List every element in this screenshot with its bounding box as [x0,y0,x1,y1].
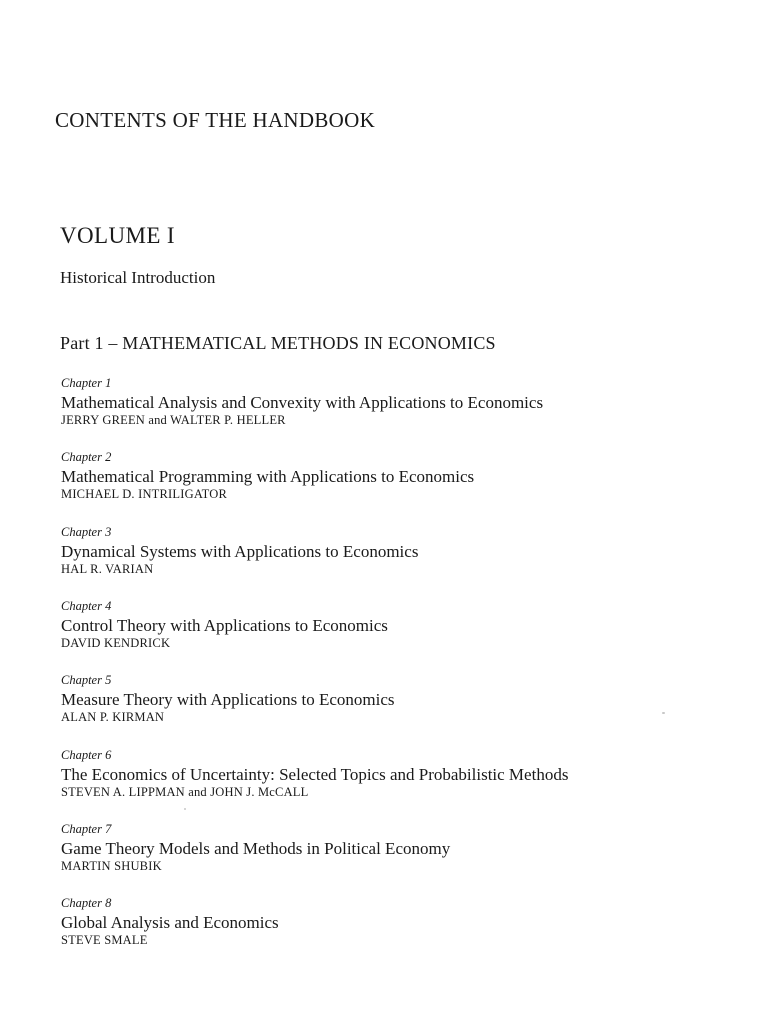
chapter-label: Chapter 4 [61,599,112,613]
chapter-entry-8 [61,896,761,947]
chapter-authors: MARTIN SHUBIK [61,859,162,873]
chapter-title: The Economics of Uncertainty: Selected Topics and Probabilistic Methods [61,765,569,784]
chapter-title: Control Theory with Applications to Economics [61,616,388,635]
chapter-authors: ALAN P. KIRMAN [61,710,165,724]
chapter-label: Chapter 5 [61,673,112,687]
page-heading: CONTENTS OF THE HANDBOOK [55,108,376,132]
volume-title: VOLUME I [60,223,175,248]
historical-introduction: Historical Introduction [60,268,216,287]
chapter-entry-7 [61,822,761,873]
chapter-authors: DAVID KENDRICK [61,636,171,650]
chapter-entry-4 [61,599,761,650]
chapter-entry-6 [61,748,761,799]
chapter-entry-2 [61,450,761,501]
chapter-title: Global Analysis and Economics [61,913,279,932]
part-title: Part 1 – MATHEMATICAL METHODS IN ECONOMICS [60,333,496,353]
scan-speck [662,712,665,714]
chapter-authors: STEVE SMALE [61,933,148,947]
chapter-entry-5 [61,673,761,724]
scan-speck [184,808,186,810]
chapter-label: Chapter 8 [61,896,112,910]
chapter-title: Mathematical Programming with Applications to Economics [61,467,475,486]
chapter-label: Chapter 3 [61,525,112,539]
chapter-label: Chapter 2 [61,450,112,464]
chapter-authors: STEVEN A. LIPPMAN and JOHN J. McCALL [61,785,309,799]
chapter-entry-1 [61,376,761,427]
chapter-title: Dynamical Systems with Applications to Economics [61,542,419,561]
chapter-label: Chapter 6 [61,748,112,762]
chapter-authors: MICHAEL D. INTRILIGATOR [61,487,228,501]
chapter-entry-3 [61,525,761,576]
chapter-title: Mathematical Analysis and Convexity with Applications to Economics [61,393,544,412]
chapter-title: Game Theory Models and Methods in Political Economy [61,839,451,858]
chapter-authors: JERRY GREEN and WALTER P. HELLER [61,413,286,427]
chapter-authors: HAL R. VARIAN [61,562,154,576]
chapter-label: Chapter 7 [61,822,112,836]
chapter-label: Chapter 1 [61,376,112,390]
chapter-title: Measure Theory with Applications to Economics [61,690,395,709]
